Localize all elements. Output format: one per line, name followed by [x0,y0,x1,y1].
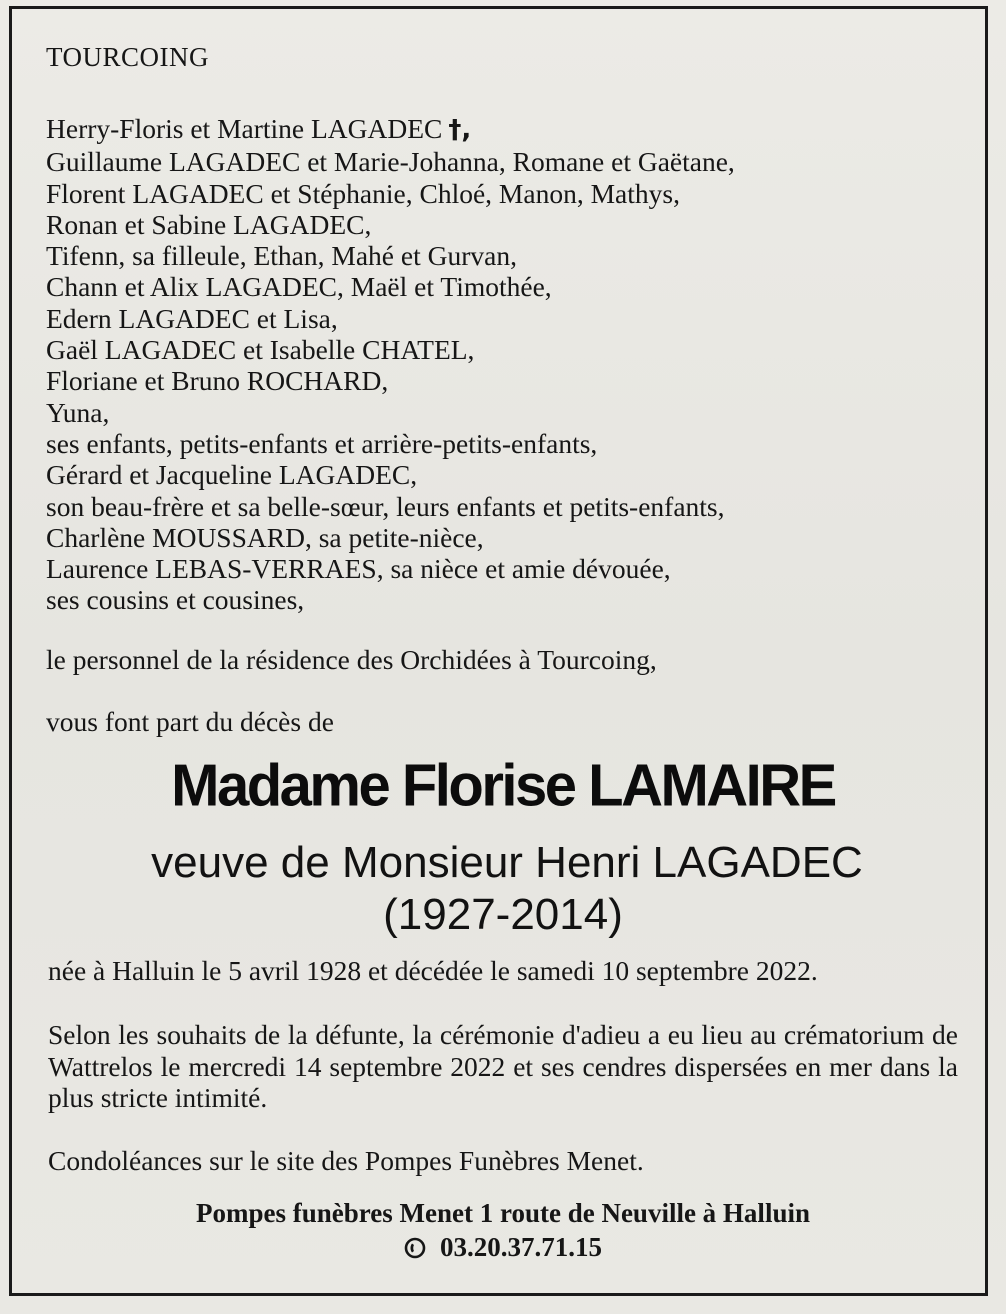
family-line: Chann et Alix LAGADEC, Maël et Timothée, [46,271,552,303]
family-line [46,113,735,146]
family-line: Laurence LEBAS-VERRAES, sa nièce et amie dévouée, [46,553,671,585]
family-list [46,113,735,616]
ceremony-paragraph: Selon les souhaits de la défunte, la cérémonie d'adieu a eu lieu au crématorium de Wattrelos le mercredi 14 septembre 2022 et ses cendres dispersées en mer dans la plus stricte intimité. [48,1019,958,1113]
city-heading: TOURCOING [46,42,210,72]
family-line: Ronan et Sabine LAGADEC, [46,208,372,240]
widow-of-line: veuve de Monsieur Henri LAGADEC [151,838,863,887]
family-line: Charlène MOUSSARD, sa petite-nièce, [46,521,484,553]
condolences-line: Condoléances sur le site des Pompes Funèbres Menet. [48,1145,644,1176]
phone-number: 03.20.37.71.15 [440,1232,602,1262]
family-line: Guillaume LAGADEC et Marie-Johanna, Romane et Gaëtane, [46,146,735,178]
funeral-home-phone [0,1232,1006,1263]
family-line: ses cousins et cousines, [46,584,305,616]
family-line: Tifenn, sa filleule, Ethan, Mahé et Gurvan, [46,240,517,272]
announcement-intro: vous font part du décès de [46,706,334,737]
family-line: Gérard et Jacqueline LAGADEC, [46,459,418,491]
family-line: son beau-frère et sa belle-sœur, leurs enfants et petits-enfants, [46,490,725,522]
funeral-home-address: Pompes funèbres Menet 1 route de Neuville à Halluin [196,1198,810,1228]
deceased-name: Madame Florise LAMAIRE [171,752,835,819]
staff-line: le personnel de la résidence des Orchidées à Tourcoing, [46,644,657,675]
family-line: Gaël LAGADEC et Isabelle CHATEL, [46,334,475,366]
family-line: Florent LAGADEC et Stéphanie, Chloé, Manon, Mathys, [46,177,680,209]
family-line: ses enfants, petits-enfants et arrière-petits-enfants, [46,427,598,459]
family-line: Edern LAGADEC et Lisa, [46,302,338,334]
phone-icon [404,1235,426,1257]
family-line: Yuna, [46,396,110,428]
family-line-text: Herry-Floris et Martine LAGADEC [46,113,443,144]
birth-death-line: née à Halluin le 5 avril 1928 et décédée le samedi 10 septembre 2022. [48,955,818,986]
family-line: Floriane et Bruno ROCHARD, [46,365,389,397]
cross-mark: †, [448,115,472,145]
spouse-years: (1927-2014) [383,890,623,939]
